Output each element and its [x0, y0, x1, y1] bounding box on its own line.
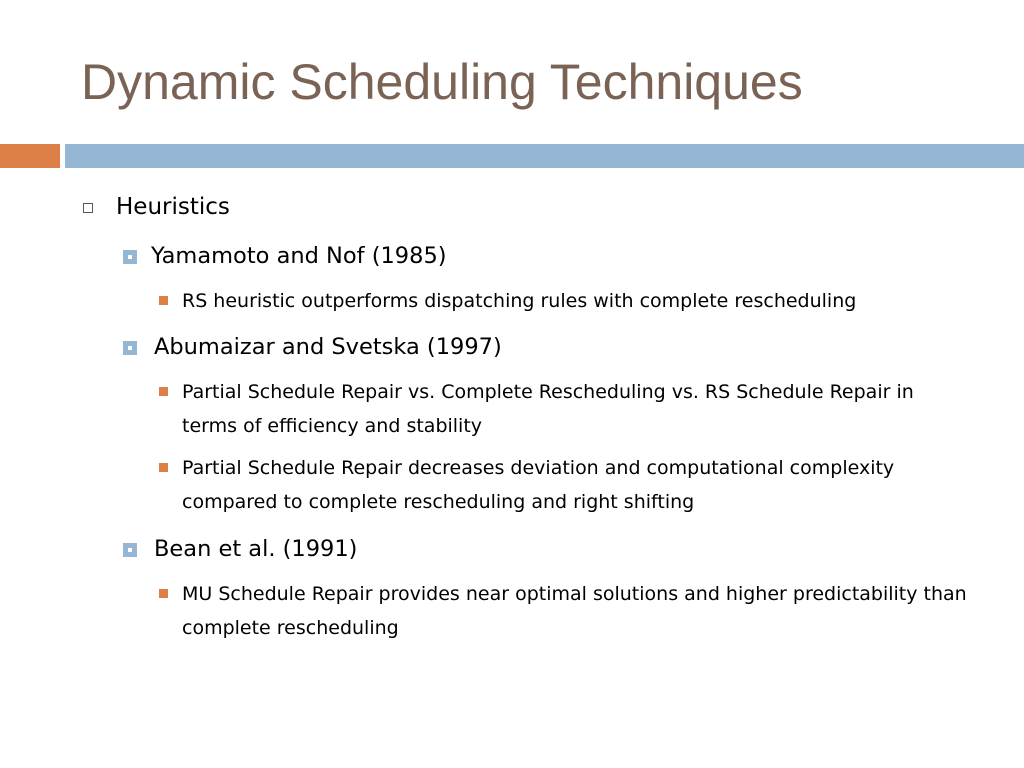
- filled-square-bullet-icon: [159, 387, 168, 396]
- bullet-level2: Bean et al. (1991): [154, 536, 358, 562]
- bullet-level3: RS heuristic outperforms dispatching rules with complete rescheduling: [182, 290, 857, 312]
- hollow-square-bullet-icon: [83, 203, 93, 213]
- bullet-level1: Heuristics: [116, 194, 230, 220]
- bullet-level3: MU Schedule Repair provides near optimal solutions and higher predictability than complete rescheduling: [182, 583, 967, 639]
- bullet-level2: Yamamoto and Nof (1985): [151, 243, 447, 269]
- slide-title: Dynamic Scheduling Techniques: [81, 54, 803, 110]
- framed-square-bullet-icon: [123, 543, 137, 557]
- bullet-level3: Partial Schedule Repair decreases deviation and computational complexity compared to complete rescheduling and right shifting: [182, 457, 895, 513]
- filled-square-bullet-icon: [159, 296, 168, 305]
- filled-square-bullet-icon: [159, 589, 168, 598]
- bullet-level3: Partial Schedule Repair vs. Complete Rescheduling vs. RS Schedule Repair in terms of efficiency and stability: [182, 381, 914, 437]
- filled-square-bullet-icon: [159, 463, 168, 472]
- framed-square-bullet-icon: [123, 250, 137, 264]
- framed-square-bullet-icon: [123, 341, 137, 355]
- bullet-level2: Abumaizar and Svetska (1997): [154, 334, 502, 360]
